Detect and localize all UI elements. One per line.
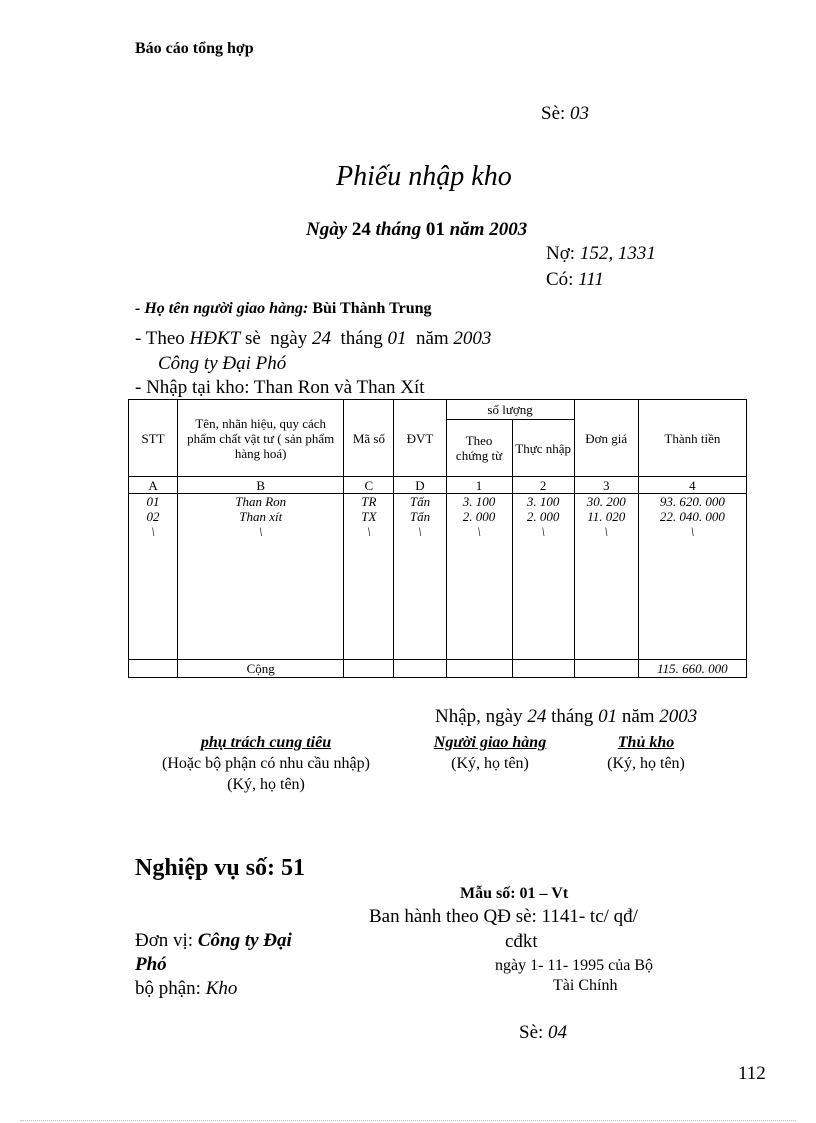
signature-note: (Ký, họ tên)	[227, 776, 305, 793]
header-theo-chung-tu: Theo chứng từ	[446, 420, 512, 477]
cell: \	[418, 524, 422, 539]
theo-line	[135, 328, 491, 350]
page-title: Phiếu nhập kho	[336, 161, 512, 192]
ban-hanh-line1: Ban hành theo QĐ sè: 1141- tc/ qđ/	[369, 906, 638, 927]
thang-label: tháng	[375, 219, 422, 240]
bo-phan-value: Kho	[205, 978, 238, 999]
code-row	[129, 477, 747, 494]
cell: \	[151, 524, 155, 539]
cell: 2. 000	[526, 509, 560, 524]
cell: Than xít	[239, 509, 283, 524]
cell: 30. 200	[586, 494, 626, 509]
cell: Tấn	[409, 509, 431, 524]
ngay-label: Ngày	[306, 219, 348, 240]
so-number	[541, 103, 589, 125]
code-cell: 3	[574, 477, 638, 494]
no-value: 152, 1331	[579, 243, 656, 264]
table-row	[129, 494, 747, 660]
cell: 01	[146, 494, 160, 509]
ban-hanh-line4: Tài Chính	[553, 977, 618, 994]
ma-so-cell	[344, 494, 394, 660]
code-cell: A	[129, 477, 178, 494]
theo-chung-tu-cell	[446, 494, 512, 660]
co-label: Có:	[546, 269, 574, 290]
signature-thu-kho	[590, 732, 702, 774]
total-label: Cộng	[178, 660, 344, 678]
theo-thang-label: tháng	[340, 328, 383, 349]
bo-phan-label: bộ phận:	[135, 978, 201, 999]
signature-title: phụ trách cung tiêu	[200, 734, 332, 751]
nam-value: 2003	[489, 219, 528, 240]
theo-ngay: 24	[311, 328, 331, 349]
cell: 3. 100	[462, 494, 496, 509]
don-vi-value-cont: Phó	[135, 954, 167, 975]
theo-nam: 2003	[453, 328, 492, 349]
code-cell: D	[394, 477, 446, 494]
header-thanh-tien: Thành tiền	[638, 400, 746, 477]
cell: \	[367, 524, 371, 539]
don-vi-line	[135, 930, 292, 952]
so2-label: Sè:	[519, 1022, 544, 1043]
theo-thang: 01	[387, 328, 407, 349]
no-label: Nợ:	[546, 243, 576, 264]
so-label: Sè:	[541, 103, 566, 124]
signature-title: Người giao hàng	[433, 734, 547, 751]
cell: \	[690, 524, 695, 539]
cell: 22. 040. 000	[659, 509, 725, 524]
theo-prefix: - Theo	[135, 328, 185, 349]
nhap-date-nam-label: năm	[621, 706, 655, 727]
nhap-date-ngay: 24	[527, 706, 547, 727]
header-ma-so: Mã số	[344, 400, 394, 477]
signature-note: (Ký, họ tên)	[607, 755, 685, 772]
empty-cell	[129, 660, 178, 678]
thanh-tien-cell	[638, 494, 746, 660]
header-stt: STT	[129, 400, 178, 477]
signature-phu-trach	[140, 732, 392, 795]
cell: \	[477, 524, 481, 539]
goods-table	[128, 399, 747, 678]
signature-nguoi-giao	[415, 732, 565, 774]
stt-cell	[129, 494, 178, 660]
mau-so: Mẫu số: 01 – Vt	[460, 885, 569, 902]
header-ten: Tên, nhãn hiệu, quy cách phẩm chất vật tư ( sản phẩm hàng hoá)	[178, 400, 344, 477]
cell: 3. 100	[526, 494, 560, 509]
don-gia-cell	[574, 494, 638, 660]
cell: TX	[361, 509, 377, 524]
cell: \	[604, 524, 609, 539]
empty-cell	[394, 660, 446, 678]
ten-cell	[178, 494, 344, 660]
ban-hanh-line2: cđkt	[505, 931, 538, 952]
empty-cell	[344, 660, 394, 678]
don-vi-value: Công ty Đại	[197, 930, 292, 951]
nhap-tai-kho: - Nhập tại kho: Than Ron và Than Xít	[135, 377, 425, 398]
empty-cell	[574, 660, 638, 678]
co-account	[546, 269, 604, 291]
ngay-value: 24	[351, 219, 371, 240]
cell: 93. 620. 000	[659, 494, 725, 509]
header-don-gia: Đơn giá	[574, 400, 638, 477]
cell: TR	[361, 494, 377, 509]
so-value: 03	[570, 103, 590, 124]
cell: \	[258, 524, 263, 539]
ban-hanh-line3: ngày 1- 11- 1995 của Bộ	[495, 957, 654, 974]
date-line	[306, 219, 527, 241]
nguoi-giao-value: Bùi Thành Trung	[312, 300, 432, 317]
cell: Than Ron	[235, 494, 287, 509]
code-cell: 1	[446, 477, 512, 494]
cell: 2. 000	[462, 509, 496, 524]
signature-note: (Ký, họ tên)	[451, 755, 529, 772]
nguoi-giao-line	[135, 300, 432, 318]
dvt-cell	[394, 494, 446, 660]
header-so-luong: số lượng	[446, 400, 574, 420]
thang-value: 01	[425, 219, 445, 240]
theo-so-label: sè	[244, 328, 261, 349]
header-thuc-nhap: Thực nhập	[512, 420, 574, 477]
theo-ngay-label: ngày	[270, 328, 308, 349]
code-cell: C	[344, 477, 394, 494]
cell: 11. 020	[587, 509, 626, 524]
nhap-date-prefix: Nhập, ngày	[435, 706, 523, 727]
so-number-2	[519, 1022, 567, 1044]
nguoi-giao-label: - Họ tên người giao hàng:	[135, 300, 309, 317]
so2-value: 04	[548, 1022, 568, 1043]
thuc-nhap-cell	[512, 494, 574, 660]
empty-cell	[446, 660, 512, 678]
theo-doc: HĐKT	[189, 328, 241, 349]
nhap-date-nam: 2003	[659, 706, 698, 727]
page-number: 112	[738, 1063, 766, 1084]
report-title: Báo cáo tổng hợp	[135, 40, 254, 57]
nhap-date-thang-label: tháng	[551, 706, 594, 727]
code-cell: 2	[512, 477, 574, 494]
company-name: Công ty Đại Phó	[158, 353, 287, 374]
nam-label: năm	[449, 219, 485, 240]
no-account	[546, 243, 656, 265]
code-cell: 4	[638, 477, 746, 494]
page-divider	[20, 1120, 796, 1121]
total-value: 115. 660. 000	[638, 660, 746, 678]
total-row	[129, 660, 747, 678]
empty-cell	[512, 660, 574, 678]
nhap-date-thang: 01	[598, 706, 618, 727]
code-cell: B	[178, 477, 344, 494]
nhap-date	[435, 706, 697, 728]
theo-nam-label: năm	[415, 328, 449, 349]
signature-title: Thủ kho	[617, 734, 675, 751]
cell: \	[541, 524, 545, 539]
bo-phan-line	[135, 978, 237, 1000]
don-vi-label: Đơn vị:	[135, 930, 194, 951]
nghiep-vu-heading: Nghiệp vụ số: 51	[135, 855, 306, 881]
co-value: 111	[578, 269, 604, 290]
signature-note: (Hoặc bộ phận có nhu cầu nhập)	[162, 755, 370, 772]
cell: Tấn	[409, 494, 431, 509]
cell: 02	[146, 509, 160, 524]
header-dvt: ĐVT	[394, 400, 446, 477]
